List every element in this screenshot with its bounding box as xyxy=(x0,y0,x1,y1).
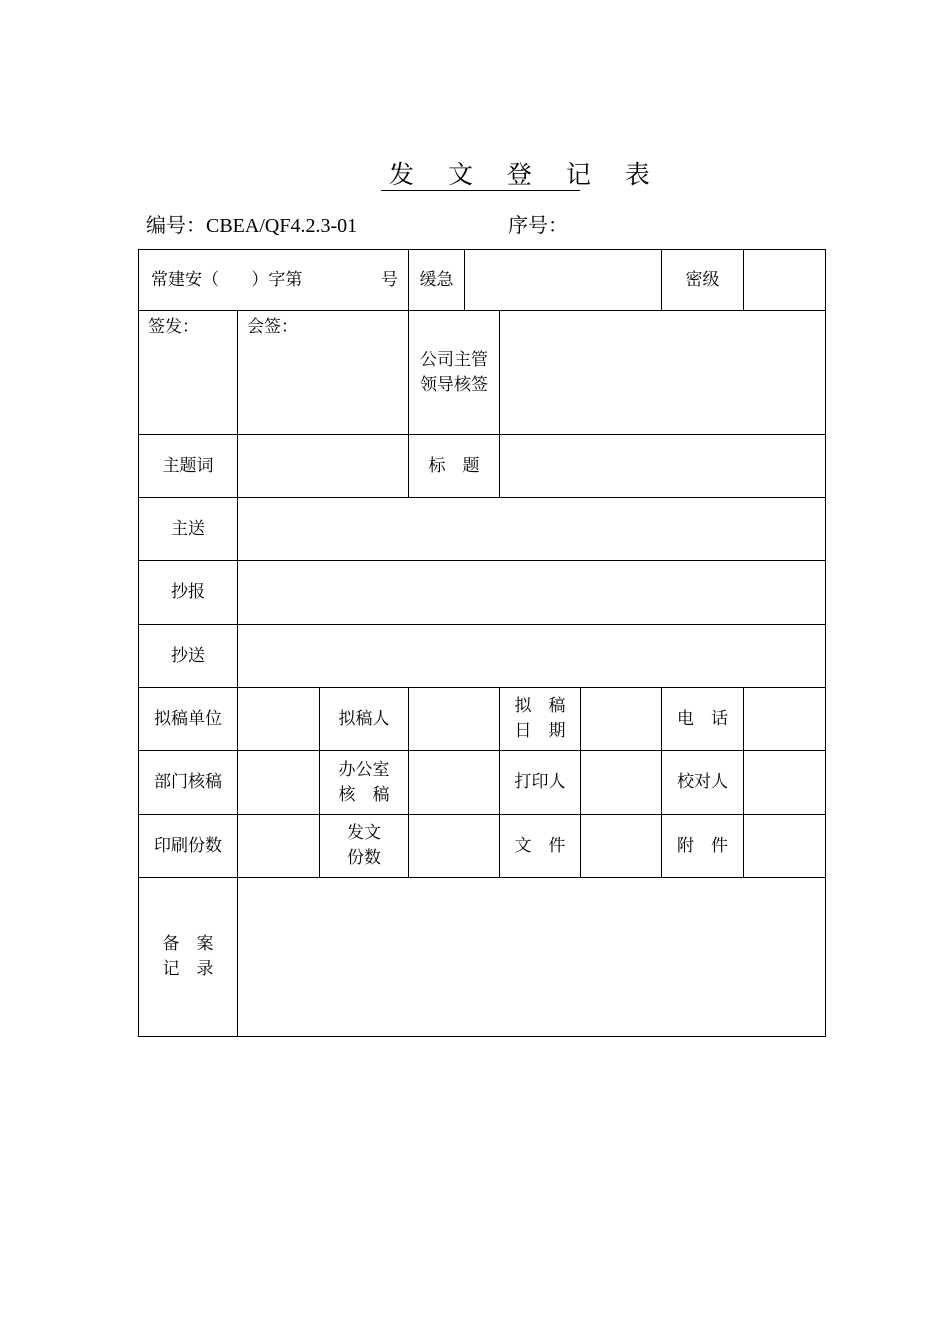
drafter-field[interactable] xyxy=(409,688,500,751)
office-review-line1: 办公室 xyxy=(338,759,390,780)
headline-field[interactable] xyxy=(500,435,826,498)
copy-to-label: 抄送 xyxy=(139,625,238,688)
print-copies-label: 印刷份数 xyxy=(139,815,238,878)
form-code xyxy=(146,211,357,240)
secrecy-label: 密级 xyxy=(662,250,744,311)
attachment-field[interactable] xyxy=(744,815,826,878)
record-line1: 备 案 xyxy=(162,934,214,954)
form-code-value: CBEA/QF4.2.3-01 xyxy=(206,215,358,237)
record-line2: 记 录 xyxy=(162,959,214,979)
office-review-label xyxy=(320,751,409,815)
dept-review-label: 部门核稿 xyxy=(139,751,238,815)
proofreader-field[interactable] xyxy=(744,751,826,815)
leader-review-line1: 公司主管 xyxy=(420,350,488,370)
drafting-unit-field[interactable] xyxy=(238,688,320,751)
office-review-field[interactable] xyxy=(409,751,500,815)
registration-form-table xyxy=(138,249,826,1037)
printer-field[interactable] xyxy=(581,751,662,815)
secrecy-field[interactable] xyxy=(744,250,826,311)
doc-number-cell[interactable] xyxy=(139,250,409,311)
proofreader-label: 校对人 xyxy=(662,751,744,815)
draft-date-field[interactable] xyxy=(581,688,662,751)
draft-date-label xyxy=(500,688,581,751)
serial-number xyxy=(508,211,568,239)
copy-to-field[interactable] xyxy=(238,625,826,688)
urgency-label: 缓急 xyxy=(409,250,465,311)
leader-review-field[interactable] xyxy=(500,311,826,435)
record-field[interactable] xyxy=(238,878,826,1037)
office-review-line2: 核 稿 xyxy=(338,784,390,805)
report-copy-field[interactable] xyxy=(238,561,826,625)
draft-date-line2: 日 期 xyxy=(514,721,566,741)
leader-review-line2: 领导核签 xyxy=(420,375,488,395)
sign-off-field[interactable] xyxy=(139,311,238,435)
record-label xyxy=(139,878,238,1037)
printer-label: 打印人 xyxy=(500,751,581,815)
sign-off-label: 签发： xyxy=(148,317,199,337)
countersign-label: 会签： xyxy=(247,317,298,337)
form-title: 发 文 登 记 表 xyxy=(381,160,580,191)
phone-field[interactable] xyxy=(744,688,826,751)
attachment-label: 附 件 xyxy=(662,815,744,878)
drafting-unit-label: 拟稿单位 xyxy=(139,688,238,751)
document-label: 文 件 xyxy=(500,815,581,878)
print-copies-field[interactable] xyxy=(238,815,320,878)
issued-copies-field[interactable] xyxy=(409,815,500,878)
leader-review-label xyxy=(409,311,500,435)
main-recipient-label: 主送 xyxy=(139,498,238,561)
doc-number-suffix: 号 xyxy=(381,269,398,290)
subject-field[interactable] xyxy=(238,435,409,498)
report-copy-label: 抄报 xyxy=(139,561,238,625)
issued-copies-line2: 份数 xyxy=(347,848,381,868)
document-field[interactable] xyxy=(581,815,662,878)
serial-number-label: 序号： xyxy=(508,213,568,237)
headline-label: 标 题 xyxy=(409,435,500,498)
urgency-field[interactable] xyxy=(465,250,662,311)
form-code-label: 编号： xyxy=(146,213,206,237)
main-recipient-field[interactable] xyxy=(238,498,826,561)
dept-review-field[interactable] xyxy=(238,751,320,815)
countersign-field[interactable] xyxy=(238,311,409,435)
subject-label: 主题词 xyxy=(139,435,238,498)
issued-copies-line1: 发文 xyxy=(347,823,381,843)
issued-copies-label xyxy=(320,815,409,878)
doc-number-prefix: 常建安（ ）字第 xyxy=(151,269,303,290)
draft-date-line1: 拟 稿 xyxy=(514,696,566,716)
drafter-label: 拟稿人 xyxy=(320,688,409,751)
phone-label: 电 话 xyxy=(662,688,744,751)
